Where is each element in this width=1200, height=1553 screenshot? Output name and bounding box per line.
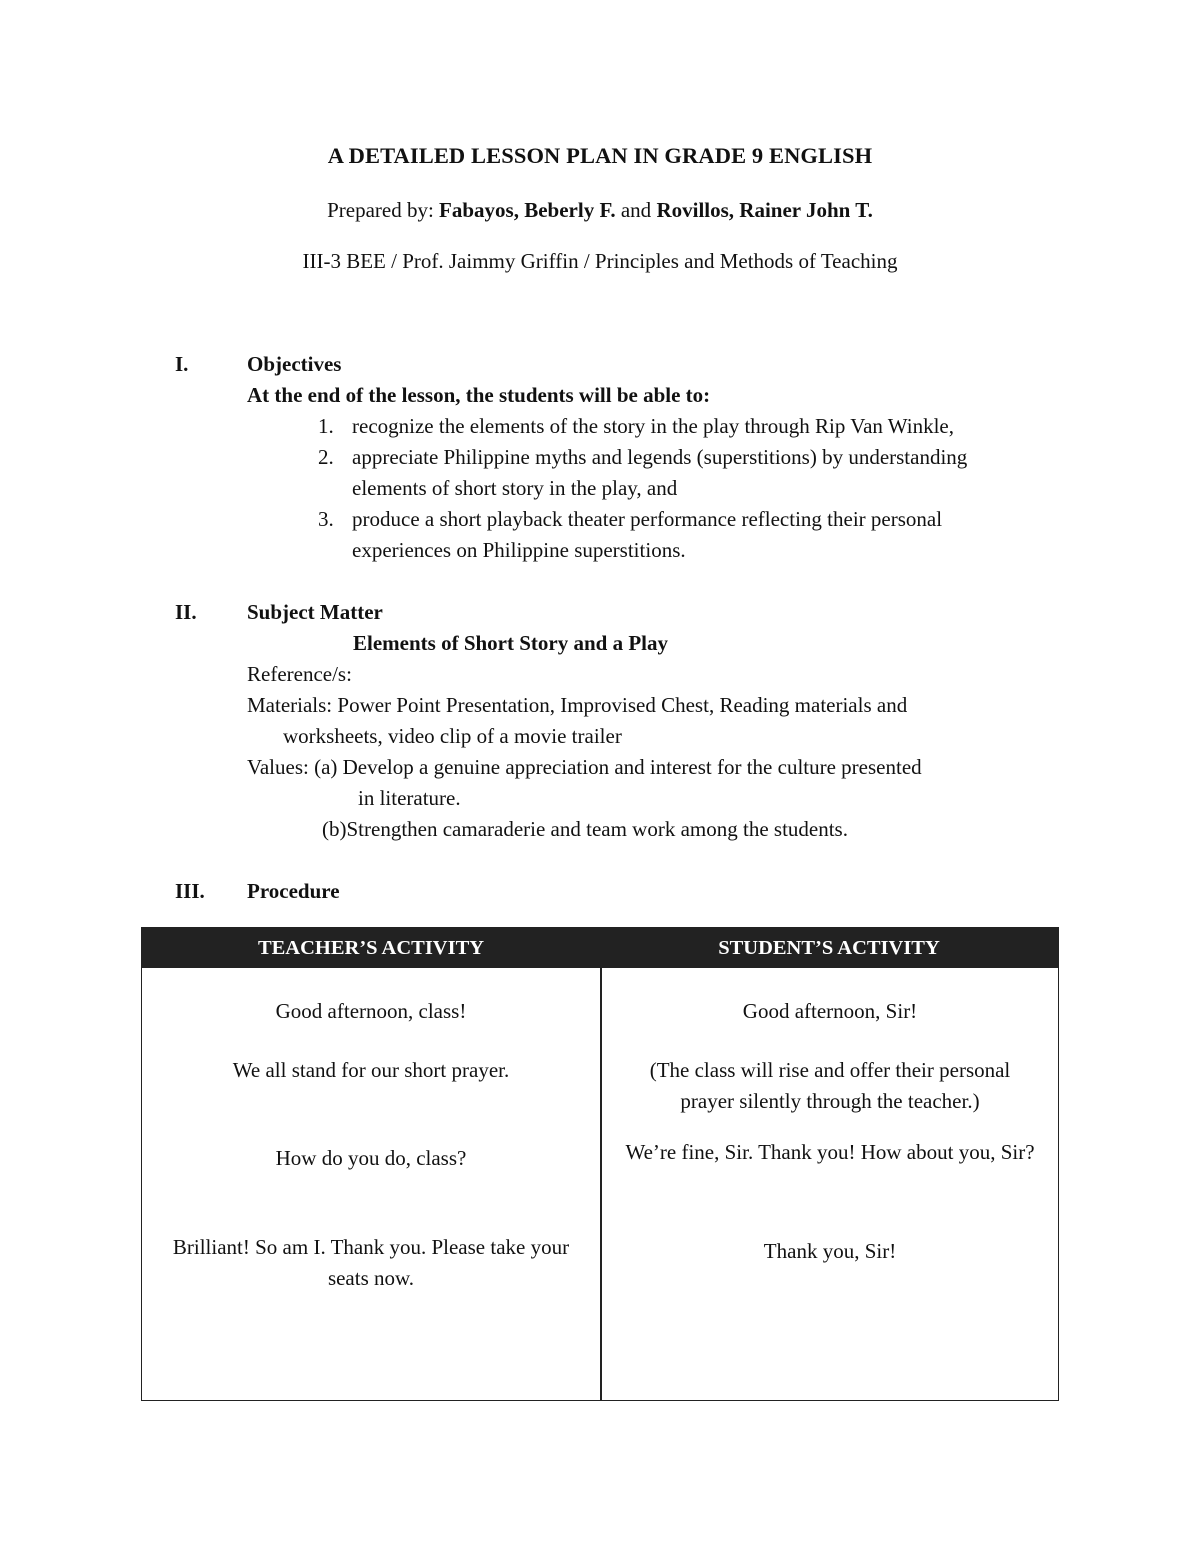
section-numeral-subject-matter: II.: [175, 600, 197, 624]
prepared-by-line: [0, 198, 1200, 223]
objective-text-continued: elements of short story in the play, and: [352, 476, 678, 500]
objective-number: 3.: [318, 507, 334, 531]
procedure-table: [141, 927, 1059, 1401]
objective-text: produce a short playback theater performance reflecting their personal: [352, 507, 943, 531]
author-2: Rovillos, Rainer John T.: [656, 198, 873, 222]
document-title: A DETAILED LESSON PLAN IN GRADE 9 ENGLISH: [327, 143, 873, 168]
author-1: Fabayos, Beberly F.: [439, 198, 616, 222]
objective-number: 1.: [318, 414, 334, 438]
subject-topic: Elements of Short Story and a Play: [353, 631, 668, 655]
section-heading-procedure: Procedure: [247, 879, 340, 903]
student-line: Thank you, Sir!: [763, 1239, 897, 1263]
course-line: III-3 BEE / Prof. Jaimmy Griffin / Principles and Methods of Teaching: [302, 249, 898, 273]
materials-line-continued: worksheets, video clip of a movie trailer: [283, 724, 622, 748]
section-numeral-procedure: III.: [175, 879, 205, 903]
objectives-intro: At the end of the lesson, the students will be able to:: [247, 383, 711, 407]
prepared-by-prefix: Prepared by:: [327, 198, 440, 222]
section-numeral-objectives: I.: [175, 352, 189, 376]
teacher-line: Brilliant! So am I. Thank you. Please take your seats now.: [172, 1235, 570, 1290]
author-joiner: and: [615, 198, 657, 222]
student-activity-header: STUDENT’S ACTIVITY: [718, 937, 940, 959]
section-heading-objectives: Objectives: [247, 352, 342, 376]
teacher-line: We all stand for our short prayer.: [232, 1058, 510, 1082]
values-line-b: (b)Strengthen camaraderie and team work among the students.: [322, 817, 848, 841]
objective-text: recognize the elements of the story in the play through Rip Van Winkle,: [352, 414, 954, 438]
student-line: (The class will rise and offer their personal prayer silently through the teacher.): [649, 1058, 1011, 1113]
values-line-continued: in literature.: [358, 786, 461, 810]
teacher-activity-header: TEACHER’S ACTIVITY: [257, 937, 485, 959]
student-line: Good afternoon, Sir!: [742, 999, 918, 1023]
values-line: Values: (a) Develop a genuine appreciation and interest for the culture presented: [247, 755, 922, 779]
objective-text-continued: experiences on Philippine superstitions.: [352, 538, 686, 562]
column-divider: [600, 928, 602, 1400]
section-heading-subject-matter: Subject Matter: [247, 600, 383, 624]
student-line: We’re fine, Sir. Thank you! How about you, Sir?: [625, 1140, 1035, 1164]
objective-number: 2.: [318, 445, 334, 469]
materials-line: Materials: Power Point Presentation, Improvised Chest, Reading materials and: [247, 693, 908, 717]
objective-text: appreciate Philippine myths and legends (superstitions) by understanding: [352, 445, 968, 469]
teacher-line: Good afternoon, class!: [275, 999, 467, 1023]
reference-label: Reference/s:: [247, 662, 352, 686]
teacher-line: How do you do, class?: [275, 1146, 467, 1170]
